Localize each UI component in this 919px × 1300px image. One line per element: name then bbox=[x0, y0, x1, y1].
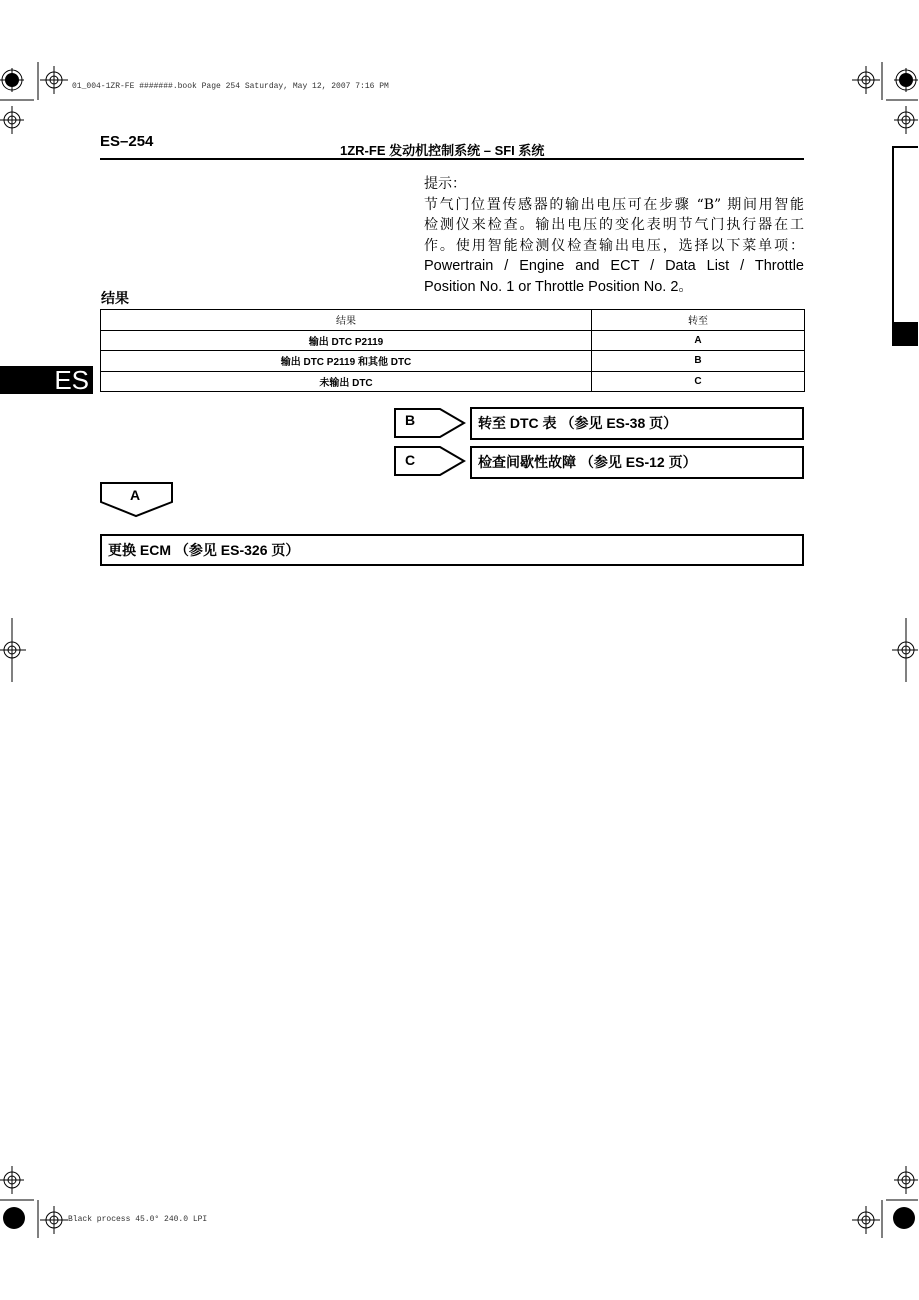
hint-line-2: 检测仪来检查。输出电压的变化表明节气门执行器在工 bbox=[424, 217, 804, 233]
page-number: ES–254 bbox=[100, 133, 154, 150]
print-slug-bottom: Black process 45.0° 240.0 LPI bbox=[68, 1215, 208, 1224]
goto-cell: C bbox=[592, 371, 805, 392]
branch-b-box: 转至 DTC 表 （参见 ES-38 页） bbox=[470, 407, 804, 440]
result-cell: 未输出 DTC bbox=[101, 371, 592, 392]
result-cell: 输出 DTC P2119 和其他 DTC bbox=[101, 351, 592, 372]
side-rule-top bbox=[892, 146, 918, 148]
page-title: 1ZR-FE 发动机控制系统 – SFI 系统 bbox=[340, 143, 545, 158]
table-row bbox=[101, 351, 805, 372]
section-tab bbox=[0, 366, 93, 394]
header-rule bbox=[100, 158, 804, 160]
final-step-box: 更换 ECM （参见 ES-326 页） bbox=[100, 534, 804, 566]
hint-line-5: Position No. 1 or Throttle Position No. 2。 bbox=[424, 278, 693, 295]
branch-a-tag bbox=[100, 482, 174, 518]
branch-c-label: C bbox=[405, 452, 416, 468]
hint-block bbox=[424, 174, 804, 297]
branch-a-label: A bbox=[130, 487, 141, 503]
result-label: 结果 bbox=[101, 290, 129, 306]
goto-cell: A bbox=[592, 330, 805, 351]
branch-c-tag bbox=[394, 446, 466, 476]
result-table bbox=[100, 309, 805, 392]
side-block bbox=[892, 322, 918, 346]
print-slug-top: 01_004-1ZR-FE #######.book Page 254 Saturday, May 12, 2007 7:16 PM bbox=[72, 82, 389, 91]
table-header-result: 结果 bbox=[101, 310, 592, 331]
hint-line-1: 节气门位置传感器的输出电压可在步骤 “B” 期间用智能 bbox=[424, 196, 804, 213]
branch-c-box: 检查间歇性故障 （参见 ES-12 页） bbox=[470, 446, 804, 479]
hint-line-4: Powertrain / Engine and ECT / Data List / Throttle bbox=[424, 258, 804, 274]
hint-line-3: 作。使用智能检测仪检查输出电压，选择以下菜单项： bbox=[424, 237, 804, 254]
branch-b-tag bbox=[394, 408, 466, 438]
table-header-goto: 转至 bbox=[592, 310, 805, 331]
goto-cell: B bbox=[592, 351, 805, 372]
result-cell: 输出 DTC P2119 bbox=[101, 330, 592, 351]
side-rule bbox=[892, 146, 894, 326]
table-header-row bbox=[101, 310, 805, 331]
table-row bbox=[101, 330, 805, 351]
table-row bbox=[101, 371, 805, 392]
section-tab-label: ES bbox=[54, 365, 89, 395]
branch-b-label: B bbox=[405, 412, 416, 428]
hint-label: 提示： bbox=[424, 176, 466, 192]
